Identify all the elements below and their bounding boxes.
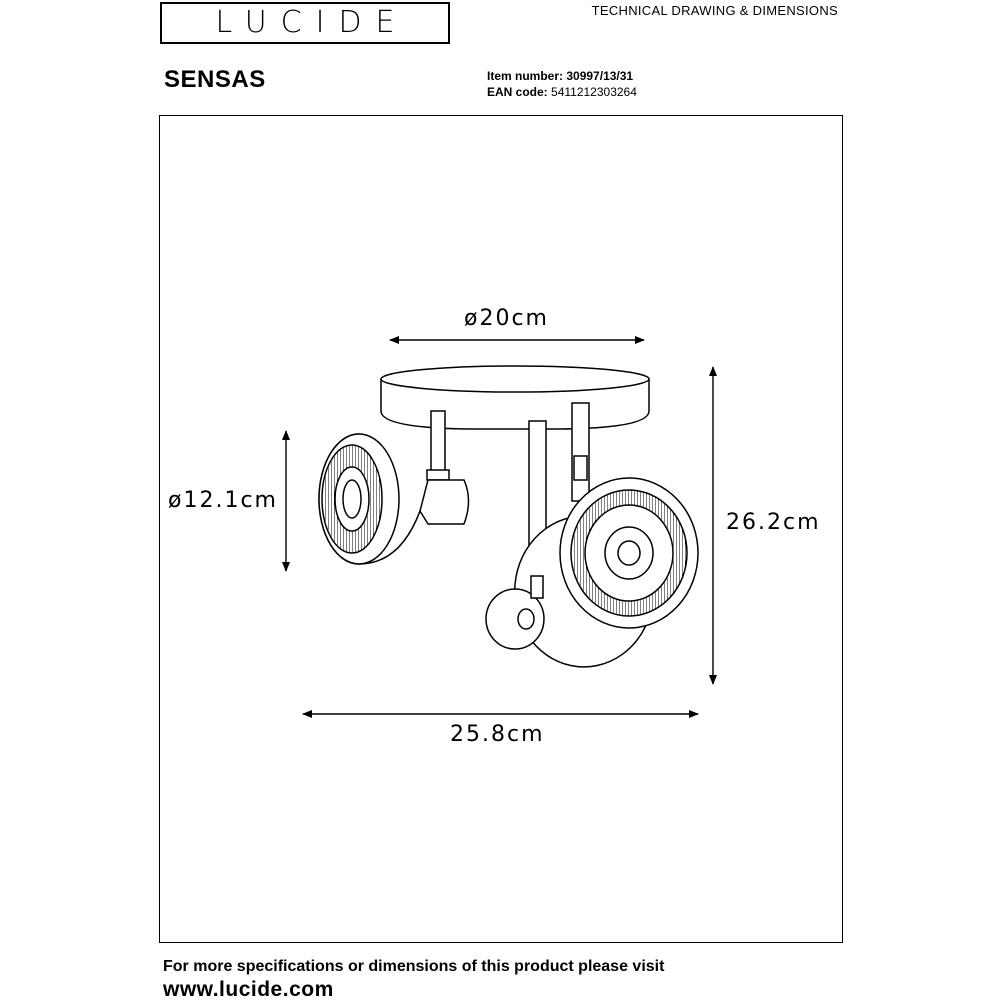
item-number-label: Item number: [487, 69, 564, 83]
width-label: 25.8cm [450, 722, 545, 747]
ean-value: 5411212303264 [551, 85, 637, 99]
item-number-value: 30997/13/31 [566, 69, 634, 83]
product-name: SENSAS [164, 66, 266, 93]
website-link[interactable]: www.lucide.com [163, 978, 334, 1001]
document-title: TECHNICAL DRAWING & DIMENSIONS [591, 3, 838, 18]
ean-row [487, 84, 637, 100]
base-diameter-label: ø20cm [464, 306, 549, 331]
brand-logo [160, 2, 450, 44]
item-number-row [487, 68, 637, 84]
height-label: 26.2cm [726, 510, 821, 535]
product-meta [487, 68, 637, 100]
drawing-frame [159, 115, 843, 943]
logo-text: LUCIDE [215, 5, 409, 40]
ean-label: EAN code: [487, 85, 548, 99]
spot-diameter-label: ø12.1cm [168, 488, 278, 513]
footer-text: For more specifications or dimensions of this product please visit [163, 958, 665, 975]
